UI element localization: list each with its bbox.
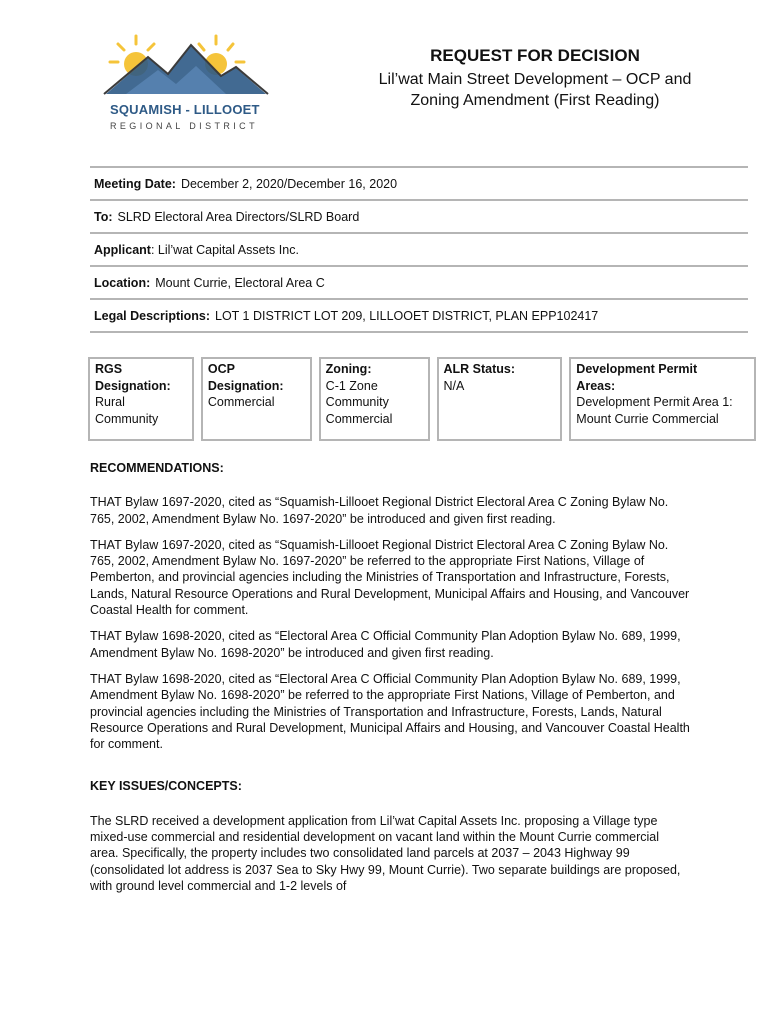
designations-table xyxy=(88,357,756,441)
location-value: Mount Currie, Electoral Area C xyxy=(155,275,325,290)
zoning-value-line-2: Community xyxy=(325,395,389,409)
alr-status-cell xyxy=(437,357,563,441)
dp-value-line-2: Mount Currie Commercial xyxy=(576,411,719,426)
alr-status-value: N/A xyxy=(443,378,465,393)
document-header xyxy=(330,46,740,111)
recommendation-paragraph: THAT Bylaw 1697-2020, cited as “Squamish-Lillooet Regional District Electoral Area C Zoning Bylaw No. 765, 2002, Amendment Bylaw No. 1697-2020” be referred to the appropriate First Nations, Village of Pemberton, and provincial agencies including the Ministries of Transportation and Infrastructure, Forests, Lands, Natural Resource Operations and Rural Development, Municipal Affairs and Housing, and Vancouver Coastal Health for comment. xyxy=(90,537,690,618)
document-body xyxy=(90,460,690,904)
dp-value-line-1: Development Permit Area 1: xyxy=(576,395,733,409)
ocp-label-line-1: OCP xyxy=(207,362,235,376)
dp-label-line-1: Development Permit xyxy=(576,362,698,376)
zoning-cell xyxy=(319,357,430,441)
ocp-label-line-2: Designation: xyxy=(207,378,284,393)
zoning-label: Zoning: xyxy=(325,362,372,376)
recommendation-paragraph: THAT Bylaw 1698-2020, cited as “Electoral Area C Official Community Plan Adoption Bylaw No. 689, 1999, Amendment Bylaw No. 1698-2020” be referred to the appropriate First Nations, Village of Pemberton, and provincial agencies including the Ministries of Transportation and Infrastructure, Forests, Lands, Natural Resource Operations and Rural Development, Municipal Affairs and Housing, and Vancouver Coastal Health for comment. xyxy=(90,671,690,752)
legal-descriptions-row xyxy=(90,298,748,333)
document-type: REQUEST FOR DECISION xyxy=(430,46,640,65)
org-subtitle: REGIONAL DISTRICT xyxy=(110,121,258,131)
zoning-value-line-1: C-1 Zone xyxy=(325,378,378,393)
recommendation-paragraph: THAT Bylaw 1697-2020, cited as “Squamish-Lillooet Regional District Electoral Area C Zoning Bylaw No. 765, 2002, Amendment Bylaw No. 1697-2020” be introduced and given first reading. xyxy=(90,495,669,526)
recommendations-heading: RECOMMENDATIONS: xyxy=(90,461,224,475)
ocp-designation-cell xyxy=(201,357,312,441)
to-label: To: xyxy=(94,209,113,224)
key-issues-paragraph: The SLRD received a development application from Lil’wat Capital Assets Inc. proposing a Village type mixed-use commercial and residential development on vacant land within the Mount Currie commercial area. Specifically, the property includes two consolidated land parcels at 2037 – 2043 Highway 99 (consolidated lot address is 2037 Sea to Sky Hwy 99, Mount Currie). Two separate buildings are proposed, with ground level commercial and 1-2 levels of xyxy=(90,813,681,893)
rgs-designation-cell xyxy=(88,357,194,441)
rgs-label-line-2: Designation: xyxy=(95,378,171,393)
meeting-date-row xyxy=(90,166,748,199)
meeting-date-value: December 2, 2020/December 16, 2020 xyxy=(180,176,398,191)
development-permit-areas-cell xyxy=(569,357,756,441)
meeting-details xyxy=(90,166,748,333)
org-name: SQUAMISH - LILLOOET xyxy=(110,102,260,117)
applicant-label: Applicant xyxy=(94,242,151,257)
document-title-line-2: Zoning Amendment (First Reading) xyxy=(410,92,660,109)
applicant-row xyxy=(90,232,748,265)
applicant-value: : Lil’wat Capital Assets Inc. xyxy=(150,242,299,257)
rgs-label-line-1: RGS xyxy=(95,362,123,376)
legal-descriptions-value: LOT 1 DISTRICT LOT 209, LILLOOET DISTRICT, PLAN EPP102417 xyxy=(215,308,599,323)
ocp-value-line-1: Commercial xyxy=(207,395,275,409)
to-value: SLRD Electoral Area Directors/SLRD Board xyxy=(117,209,360,224)
mountain-sun-logo-icon xyxy=(96,30,274,102)
rgs-value-line-1: Rural xyxy=(95,395,125,409)
location-label: Location: xyxy=(94,275,151,290)
meeting-date-label: Meeting Date: xyxy=(94,176,176,191)
dp-label-line-2: Areas: xyxy=(576,378,616,393)
rgs-value-line-2: Community xyxy=(95,411,159,426)
recommendation-paragraph: THAT Bylaw 1698-2020, cited as “Electoral Area C Official Community Plan Adoption Bylaw No. 689, 1999, Amendment Bylaw No. 1698-2020” be introduced and given first reading. xyxy=(90,629,681,660)
to-row xyxy=(90,199,748,232)
key-issues-heading: KEY ISSUES/CONCEPTS: xyxy=(90,779,242,794)
zoning-value-line-3: Commercial xyxy=(325,411,393,426)
document-title-line-1: Lil’wat Main Street Development – OCP and xyxy=(378,71,692,88)
legal-descriptions-label: Legal Descriptions: xyxy=(94,308,210,323)
slrd-logo xyxy=(96,30,274,140)
alr-status-label: ALR Status: xyxy=(443,362,516,376)
location-row xyxy=(90,265,748,298)
